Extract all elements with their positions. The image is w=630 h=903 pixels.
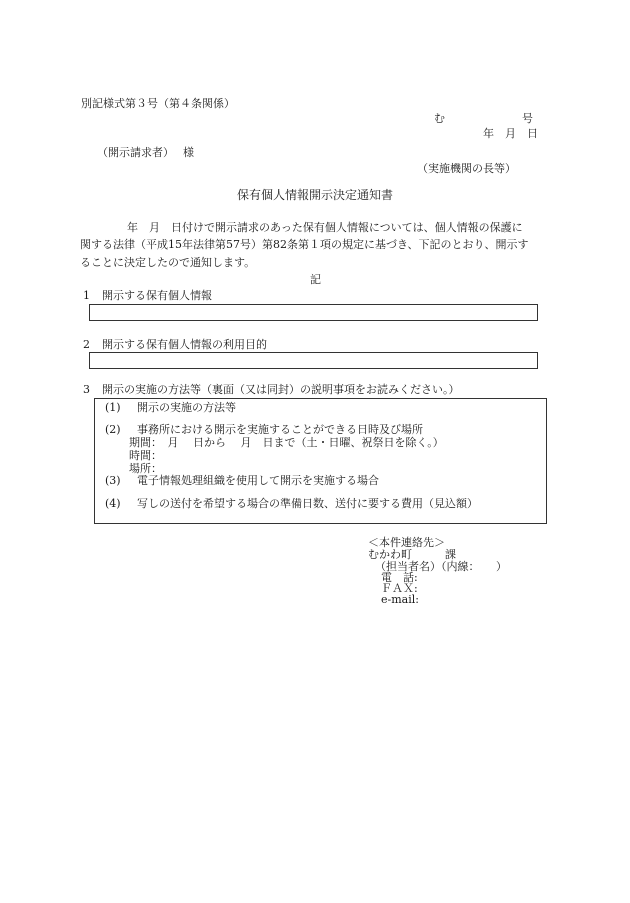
- contact-fax: ＦＡＸ:: [381, 582, 418, 595]
- section-1-label: 開示する保有個人情報: [102, 289, 212, 302]
- form-reference: 別記様式第３号（第４条関係）: [81, 97, 235, 110]
- item-2-place: 場所：: [129, 462, 162, 475]
- section-2-label: 開示する保有個人情報の利用目的: [102, 338, 267, 351]
- recipient: （開示請求者） 様: [97, 146, 194, 159]
- body-text-line-1: 年 月 日付けで開示請求のあった保有個人情報については、個人情報の保護に: [127, 221, 523, 234]
- item-4-text: 写しの送付を希望する場合の準備日数、送付に要する費用（見込額）: [137, 497, 478, 510]
- issue-date: 年 月 日: [483, 127, 538, 140]
- contact-person: （担当者名）（内線： ）: [375, 560, 507, 573]
- item-2-time: 時間：: [129, 449, 162, 462]
- document-number: む 号: [434, 112, 533, 125]
- item-3-text: 電子情報処理組織を使用して開示を実施する場合: [137, 474, 379, 487]
- contact-header: ＜本件連絡先＞: [368, 536, 445, 549]
- item-1-number: (1): [105, 401, 121, 414]
- contact-department: むかわ町 課: [368, 548, 456, 561]
- document-title: 保有個人情報開示決定通知書: [237, 188, 394, 202]
- section-2-box: [89, 352, 538, 369]
- section-1-number: 1: [83, 289, 90, 302]
- item-2-text: 事務所における開示を実施することができる日時及び場所: [137, 423, 423, 436]
- contact-email: e-mail:: [381, 593, 419, 606]
- contact-phone: 電 話:: [381, 571, 418, 584]
- body-text-line-2: 関する法律（平成15年法律第57号）第82条第１項の規定に基づき、下記のとおり、開示す: [80, 238, 529, 251]
- item-2-period: 期間： 月 日から 月 日まで（土・日曜、祝祭日を除く。）: [129, 436, 444, 449]
- body-text-line-3: ることに決定したので通知します。: [80, 256, 256, 269]
- ki-marker: 記: [310, 273, 321, 286]
- section-1-box: [89, 304, 538, 321]
- section-3-label: 開示の実施の方法等（裏面（又は同封）の説明事項をお読みください。）: [102, 383, 460, 396]
- item-2-number: (2): [105, 423, 121, 436]
- section-2-number: 2: [83, 338, 90, 351]
- sender: （実施機関の長等）: [417, 162, 516, 175]
- item-1-text: 開示の実施の方法等: [137, 401, 236, 414]
- item-3-number: (3): [105, 474, 121, 487]
- section-3-number: 3: [83, 383, 90, 396]
- item-4-number: (4): [105, 497, 121, 510]
